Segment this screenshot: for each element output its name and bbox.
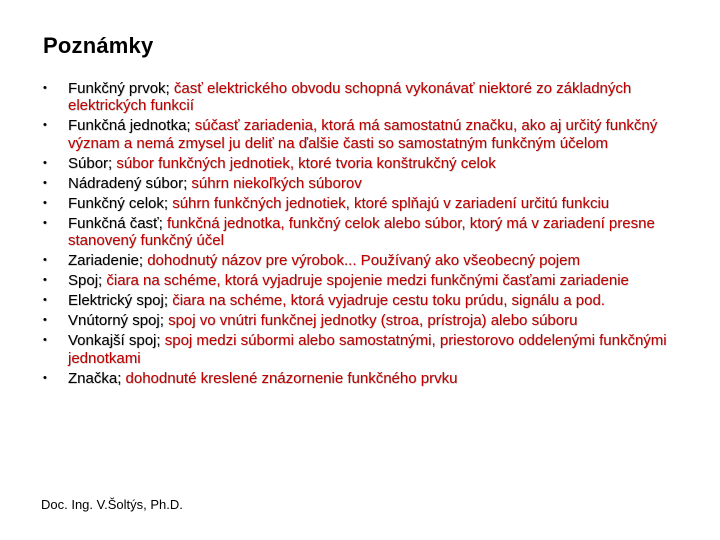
list-item bbox=[40, 312, 680, 329]
term: Funkčný celok; bbox=[68, 194, 173, 212]
list-item bbox=[40, 292, 680, 309]
definition: funkčná jednotka, funkčný celok alebo súbor, ktorý má v zariadení presne stanovený funkčný účel bbox=[68, 214, 655, 250]
bullet-icon: • bbox=[43, 156, 47, 169]
definition: súhrn niekoľkých súborov bbox=[191, 174, 362, 192]
list-item bbox=[40, 215, 680, 250]
bullet-icon: • bbox=[43, 119, 47, 132]
list-item bbox=[40, 195, 680, 212]
term: Zariadenie; bbox=[68, 252, 148, 270]
bullet-icon: • bbox=[43, 371, 47, 384]
page-title: Poznámky bbox=[43, 33, 154, 58]
term: Nádradený súbor; bbox=[68, 174, 192, 192]
definition: súbor funkčných jednotiek, ktoré tvoria konštrukčný celok bbox=[116, 154, 496, 172]
definition: čiara na schéme, ktorá vyjadruje spojenie medzi funkčnými časťami zariadenie bbox=[106, 272, 629, 290]
list-item bbox=[40, 155, 680, 172]
list-item bbox=[40, 252, 680, 269]
definition: súhrn funkčných jednotiek, ktoré splňajú v zariadení určitú funkciu bbox=[172, 194, 610, 212]
term: Vonkajší spoj; bbox=[68, 332, 165, 350]
bullet-icon: • bbox=[43, 254, 47, 267]
definition: súčasť zariadenia, ktorá má samostatnú značku, ako aj určitý funkčný význam a nemá zmysel ju deliť na ďalšie časti so samostatným funkčným účelom bbox=[68, 117, 658, 152]
definition: čiara na schéme, ktorá vyjadruje cestu toku prúdu, signálu a pod. bbox=[172, 292, 605, 310]
list-item bbox=[40, 332, 680, 367]
list-item bbox=[40, 80, 680, 115]
bullet-icon: • bbox=[43, 196, 47, 209]
term: Súbor; bbox=[68, 154, 117, 172]
term: Funkčná časť; bbox=[68, 214, 168, 232]
term: Elektrický spoj; bbox=[68, 292, 173, 310]
author-footer: Doc. Ing. V.Šoltýs, Ph.D. bbox=[41, 497, 183, 512]
definition: dohodnutý názov pre výrobok... Používaný ako všeobecný pojem bbox=[147, 252, 580, 270]
list-item bbox=[40, 175, 680, 192]
list-item bbox=[40, 370, 680, 387]
definition: dohodnuté kreslené znázornenie funkčného prvku bbox=[125, 369, 458, 387]
bullet-icon: • bbox=[43, 294, 47, 307]
definition: spoj medzi súbormi alebo samostatnými, priestorovo oddelenými funkčnými jednotkami bbox=[68, 332, 667, 367]
bullet-icon: • bbox=[43, 176, 47, 189]
list-item bbox=[40, 117, 680, 152]
bullet-icon: • bbox=[43, 274, 47, 287]
term: Značka; bbox=[68, 369, 126, 387]
list-item bbox=[40, 272, 680, 289]
term: Vnútorný spoj; bbox=[68, 312, 169, 330]
bullet-icon: • bbox=[43, 216, 47, 229]
definition-list bbox=[40, 80, 680, 390]
bullet-icon: • bbox=[43, 314, 47, 327]
definition: časť elektrického obvodu schopná vykonávať niektoré zo základných elektrických funkcií bbox=[68, 80, 632, 115]
term: Funkčná jednotka; bbox=[68, 117, 195, 135]
bullet-icon: • bbox=[43, 82, 47, 94]
bullet-icon: • bbox=[43, 334, 47, 347]
term: Funkčný prvok; bbox=[68, 80, 174, 97]
definition: spoj vo vnútri funkčnej jednotky (stroa, prístroja) alebo súboru bbox=[168, 312, 578, 330]
term: Spoj; bbox=[68, 272, 107, 290]
